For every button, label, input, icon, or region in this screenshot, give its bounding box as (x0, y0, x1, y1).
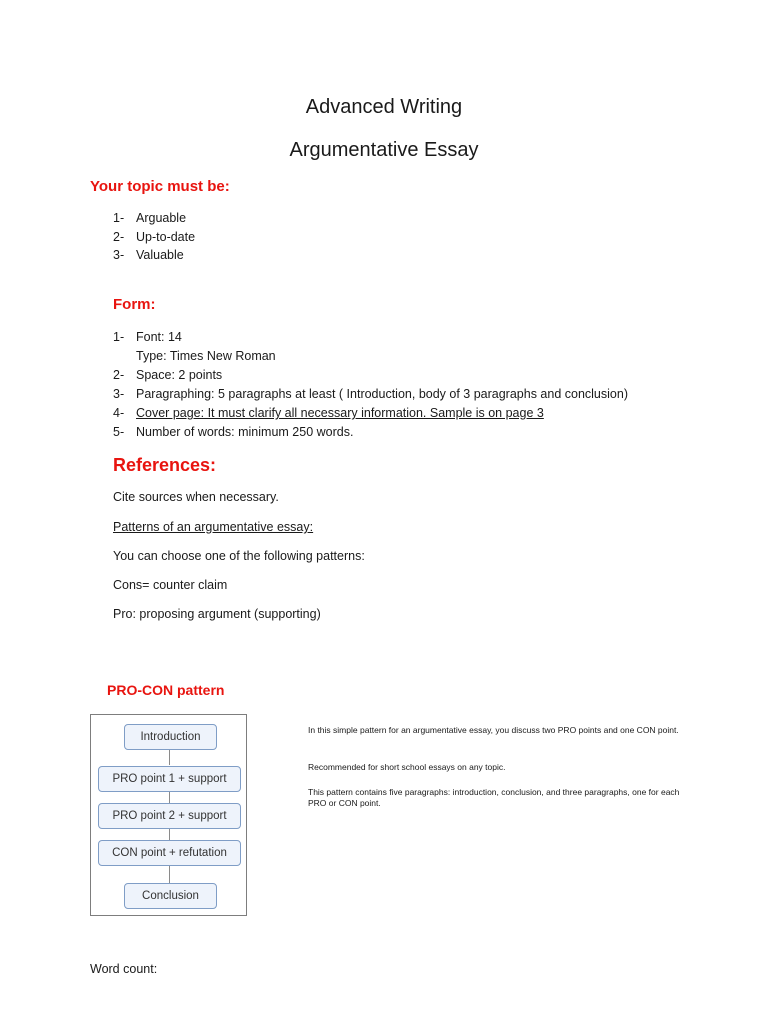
form-item: 4- Cover page: It must clarify all necessary information. Sample is on page 3 (113, 406, 544, 420)
form-item: Type: Times New Roman (136, 349, 276, 363)
procon-description-2: Recommended for short school essays on any topic. (308, 762, 506, 772)
connector-line (169, 865, 170, 883)
topic-heading: Your topic must be: (90, 178, 230, 195)
cite-text: Cite sources when necessary. (113, 490, 279, 504)
word-count-label: Word count: (90, 962, 158, 976)
patterns-heading: Patterns of an argumentative essay: (113, 520, 314, 534)
connector-line (169, 791, 170, 803)
procon-heading: PRO-CON pattern (107, 682, 225, 698)
pro-text: Pro: proposing argument (supporting) (113, 607, 321, 621)
procon-diagram (90, 714, 247, 916)
diagram-box-introduction: Introduction (124, 724, 217, 750)
connector-line (169, 827, 170, 841)
page-subtitle: Argumentative Essay (289, 139, 479, 161)
form-heading: Form: (113, 296, 156, 313)
procon-description-1: In this simple pattern for an argumentative essay, you discuss two PRO points and one CON point. (308, 725, 679, 735)
page-title: Advanced Writing (305, 96, 463, 118)
procon-description-3: This pattern contains five paragraphs: introduction, conclusion, and three paragraphs, one for each PRO or CON point. (308, 787, 680, 808)
diagram-box-conclusion: Conclusion (124, 883, 217, 909)
form-item: 2- Space: 2 points (113, 368, 223, 382)
references-heading: References: (113, 455, 217, 475)
cons-text: Cons= counter claim (113, 578, 228, 592)
diagram-box-con-point: CON point + refutation (98, 840, 241, 866)
choose-text: You can choose one of the following patterns: (113, 549, 365, 563)
topic-item: 3- Valuable (113, 248, 184, 262)
diagram-box-pro-point-1: PRO point 1 + support (98, 766, 241, 792)
diagram-box-pro-point-2: PRO point 2 + support (98, 803, 241, 829)
form-item: 3- Paragraphing: 5 paragraphs at least ( Introduction, body of 3 paragraphs and conclusion) (113, 387, 628, 401)
topic-item: 2- Up-to-date (113, 230, 196, 244)
form-item: 5- Number of words: minimum 250 words. (113, 425, 354, 439)
topic-item: 1- Arguable (113, 211, 187, 225)
form-item: 1- Font: 14 (113, 330, 182, 344)
connector-line (169, 749, 170, 765)
